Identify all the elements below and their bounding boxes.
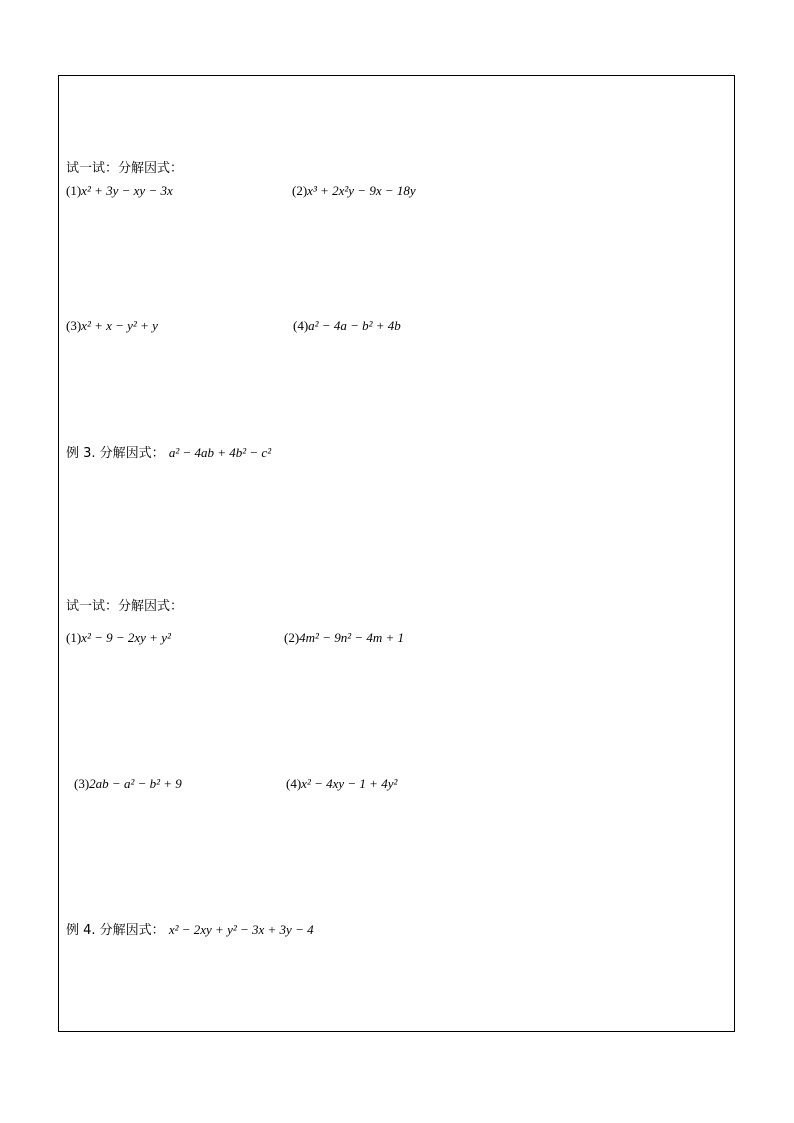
math-expression: x² + x − y² + y (81, 318, 158, 333)
section2-item-1 (66, 630, 171, 647)
section1-item-3 (66, 318, 158, 335)
item-number: (1) (66, 183, 82, 198)
math-expression: x² − 9 − 2xy + y² (81, 630, 171, 645)
math-expression: 4m² − 9n² − 4m + 1 (299, 630, 405, 645)
section1-item-1 (66, 183, 173, 200)
example4-expression: x² − 2xy + y² − 3x + 3y − 4 (168, 922, 314, 937)
item-number: (4) (286, 776, 302, 791)
item-number: (2) (284, 630, 300, 645)
item-number: (3) (66, 318, 82, 333)
item-number: (2) (292, 183, 308, 198)
item-number: (3) (74, 776, 90, 791)
math-expression: a² − 4a − b² + 4b (308, 318, 401, 333)
section1-heading: 试一试：分解因式： (66, 161, 184, 176)
example3 (66, 445, 271, 462)
section2-item-2 (284, 630, 404, 647)
section2-heading: 试一试：分解因式： (66, 599, 184, 614)
math-expression: 2ab − a² − b² + 9 (89, 776, 182, 791)
math-expression: x³ + 2x²y − 9x − 18y (307, 183, 416, 198)
math-expression: x² − 4xy − 1 + 4y² (301, 776, 398, 791)
worksheet-frame (58, 75, 735, 1032)
section1-item-2 (292, 183, 416, 200)
example3-label: 例 3. 分解因式： (66, 446, 165, 461)
section1-item-4 (293, 318, 401, 335)
math-expression: x² + 3y − xy − 3x (81, 183, 173, 198)
item-number: (1) (66, 630, 82, 645)
example4-label: 例 4. 分解因式： (66, 923, 165, 938)
section2-item-4 (286, 776, 397, 793)
example3-expression: a² − 4ab + 4b² − c² (168, 445, 272, 460)
section2-item-3 (74, 776, 182, 793)
item-number: (4) (293, 318, 309, 333)
example4 (66, 922, 314, 939)
